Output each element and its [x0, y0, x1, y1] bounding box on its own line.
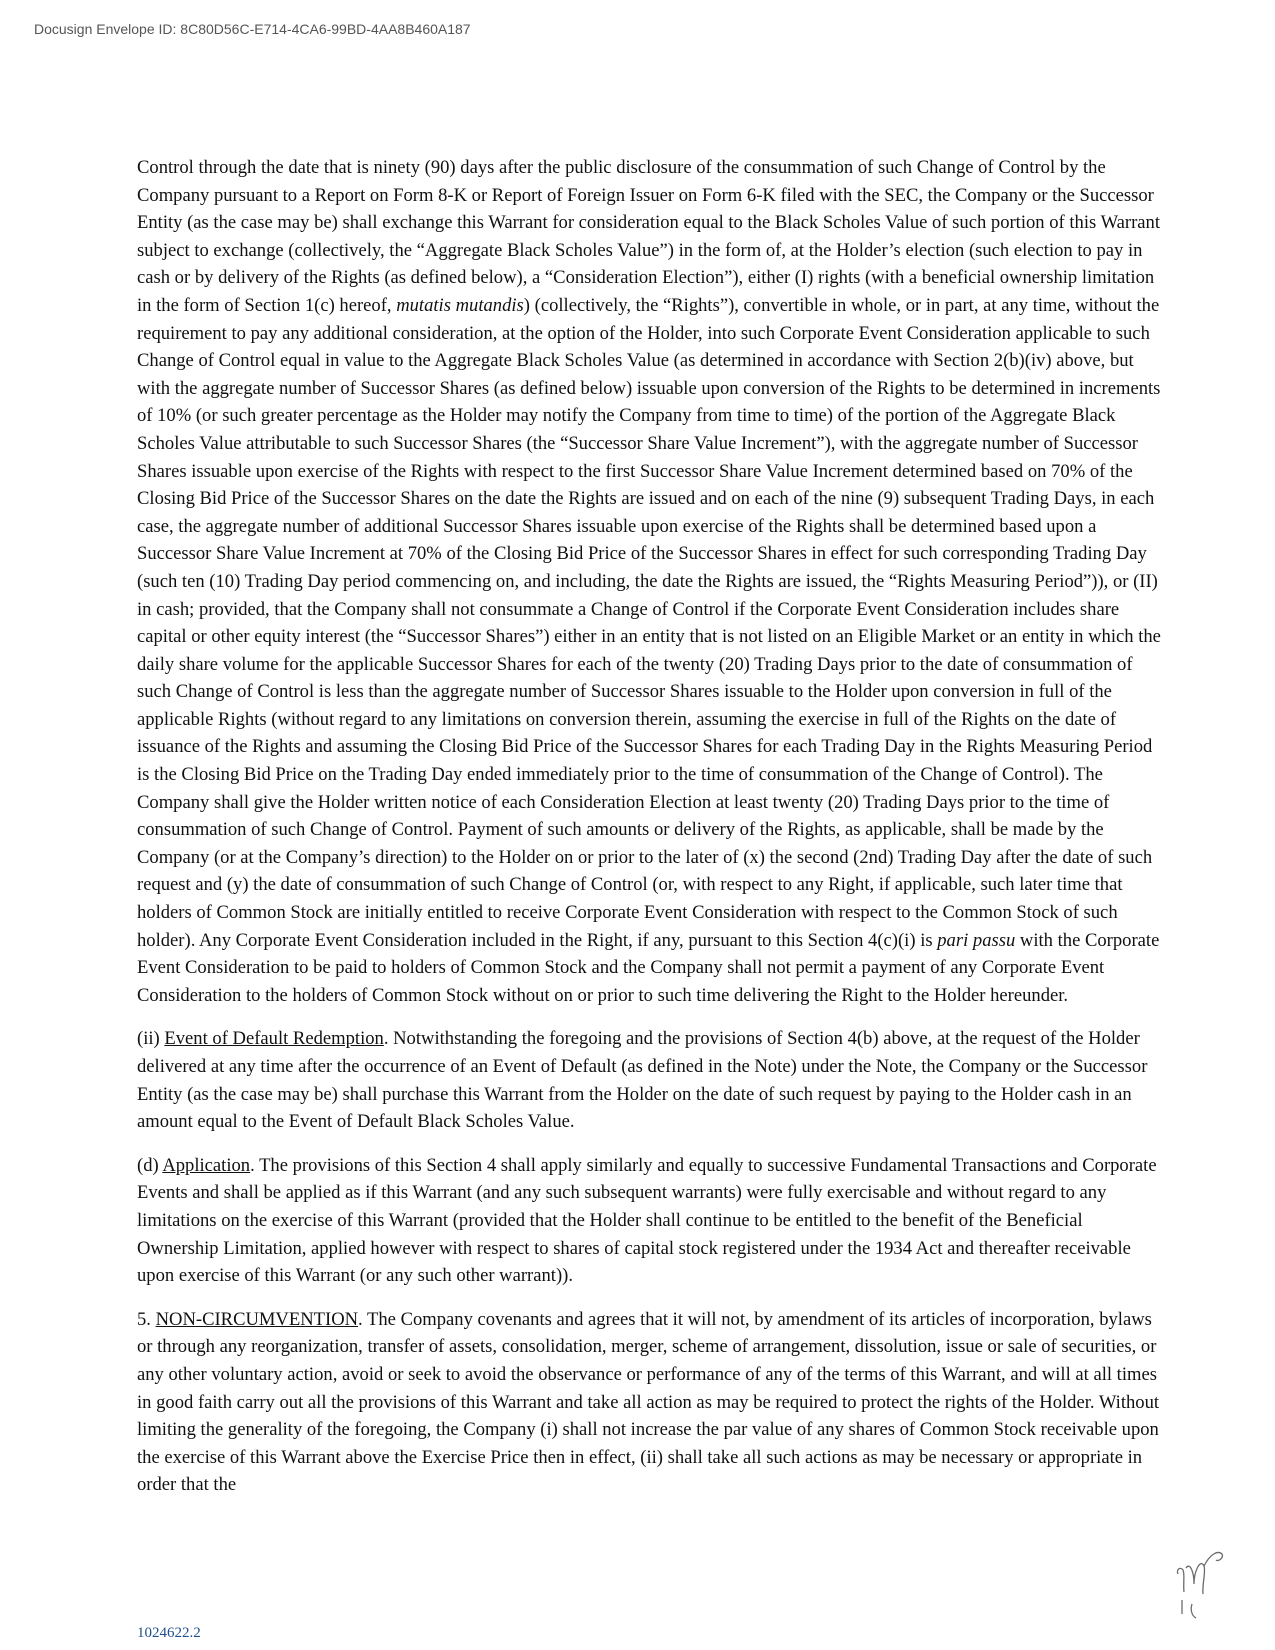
signature-stroke	[1182, 1600, 1196, 1618]
section-text: . The Company covenants and agrees that it will not, by amendment of its articles of incorporation, bylaws or through any reorganization, transfer of assets, consolidation, merger, scheme of arrangement, dissolution, issue or sale of securities, or any other voluntary action, avoid or seek to avoid the observance or performance of any of the terms of this Warrant, and will at all times in good faith carry out all the provisions of this Warrant and take all action as may be required to protect the rights of the Holder. Without limiting the generality of the foregoing, the Company (i) shall not increase the par value of any shares of Common Stock receivable upon the exercise of this Warrant above the Exercise Price then in effect, (ii) shall take all such actions as may be necessary or appropriate in order that the	[137, 1308, 1160, 1496]
paragraph-non-circumvention	[137, 1306, 1167, 1499]
document-body	[137, 154, 1167, 1515]
handwritten-initials-signature	[1172, 1544, 1252, 1624]
signature-stroke	[1204, 1553, 1222, 1567]
paragraph-application	[137, 1152, 1167, 1290]
signature-stroke	[1177, 1568, 1184, 1592]
signature-stroke	[1186, 1564, 1205, 1594]
section-number: 5.	[137, 1308, 156, 1330]
text-segment: with the Corporate Event Consideration to be paid to holders of Common Stock and the Company shall not permit a payment of any Corporate Event Consideration to the holders of Common Stock without on or prior to such time delivering the Right to the Holder hereunder.	[137, 929, 1160, 1006]
italic-term: pari passu	[937, 929, 1016, 951]
section-heading: Event of Default Redemption	[164, 1028, 384, 1050]
section-number: (ii)	[137, 1028, 165, 1050]
section-heading: NON-CIRCUMVENTION	[155, 1308, 359, 1330]
section-text: . Notwithstanding the foregoing and the provisions of Section 4(b) above, at the request of the Holder delivered at any time after the occurrence of an Event of Default (as defined in the Note) under the Note, the Company or the Successor Entity (as the case may be) shall purchase this Warrant from the Holder on the date of such request by paying to the Holder cash in an amount equal to the Event of Default Black Scholes Value.	[137, 1028, 1148, 1133]
text-segment: ) (collectively, the “Rights”), convertible in whole, or in part, at any time, without the requirement to pay any additional consideration, at the option of the Holder, into such Corporate Event Consideration applicable to such Change of Control equal in value to the Aggregate Black Scholes Value (as determined in accordance with Section 2(b)(iv) above, but with the aggregate number of Successor Shares (as defined below) issuable upon conversion of the Rights to be determined in increments of 10% (or such greater percentage as the Holder may notify the Company from time to time) of the portion of the Aggregate Black Scholes Value attributable to such Successor Shares (the “Successor Share Value Increment”), with the aggregate number of Successor Shares issuable upon exercise of the Rights with respect to the first Successor Share Value Increment determined based on 70% of the Closing Bid Price of the Successor Shares on the date the Rights are issued and on each of the nine (9) subsequent Trading Days, in each case, the aggregate number of additional Successor Shares issuable upon exercise of the Rights shall be determined based upon a Successor Share Value Increment at 70% of the Closing Bid Price of the Successor Shares in effect for such corresponding Trading Day (such ten (10) Trading Day period commencing on, and including, the date the Rights are issued, the “Rights Measuring Period”)), or (II) in cash; provided, that the Company shall not consummate a Change of Control if the Corporate Event Consideration includes share capital or other equity interest (the “Successor Shares”) either in an entity that is not listed on an Eligible Market or an entity in which the daily share volume for the applicable Successor Shares for each of the twenty (20) Trading Days prior to the date of consummation of such Change of Control is less than the aggregate number of Successor Shares issuable to the Holder upon conversion in full of the applicable Rights (without regard to any limitations on conversion therein, assuming the exercise in full of the Rights on the date of issuance of the Rights and assuming the Closing Bid Price of the Successor Shares for each Trading Day in the Rights Measuring Period is the Closing Bid Price on the Trading Day ended immediately prior to the time of consummation of the Change of Control). The Company shall give the Holder written notice of each Consideration Election at least twenty (20) Trading Days prior to the time of consummation of such Change of Control. Payment of such amounts or delivery of the Rights, as applicable, shall be made by the Company (or at the Company’s direction) to the Holder on or prior to the later of (x) the second (2nd) Trading Day after the date of such request and (y) the date of consummation of such Change of Control (or, with respect to any Right, if applicable, such later time that holders of Common Stock are initially entitled to receive Corporate Event Consideration with respect to the Common Stock of such holder). Any Corporate Event Consideration included in the Right, if any, pursuant to this Section 4(c)(i) is	[137, 294, 1161, 951]
document-number: 1024622.2	[137, 1625, 201, 1641]
section-number: (d)	[137, 1154, 163, 1176]
paragraph-change-of-control	[137, 154, 1167, 1009]
section-heading: Application	[162, 1154, 251, 1176]
section-text: . The provisions of this Section 4 shall apply similarly and equally to successive Fundamental Transactions and Corporate Events and shall be applied as if this Warrant (and any such subsequent warrants) were fully exercisable and without regard to any limitations on the exercise of this Warrant (provided that the Holder shall continue to be entitled to the benefit of the Beneficial Ownership Limitation, applied however with respect to shares of capital stock registered under the 1934 Act and thereafter receivable upon exercise of this Warrant (or any such other warrant)).	[137, 1154, 1157, 1287]
paragraph-event-of-default-redemption	[137, 1025, 1167, 1135]
docusign-envelope-id: Docusign Envelope ID: 8C80D56C-E714-4CA6-99BD-4AA8B460A187	[34, 21, 471, 37]
italic-term: mutatis mutandis	[396, 294, 524, 316]
text-segment: Control through the date that is ninety (90) days after the public disclosure of the consummation of such Change of Control by the Company pursuant to a Report on Form 8-K or Report of Foreign Issuer on Form 6-K filed with the SEC, the Company or the Successor Entity (as the case may be) shall exchange this Warrant for consideration equal to the Black Scholes Value of such portion of this Warrant subject to exchange (collectively, the “Aggregate Black Scholes Value”) in the form of, at the Holder’s election (such election to pay in cash or by delivery of the Rights (as defined below), a “Consideration Election”), either (I) rights (with a beneficial ownership limitation in the form of Section 1(c) hereof,	[137, 157, 1160, 316]
